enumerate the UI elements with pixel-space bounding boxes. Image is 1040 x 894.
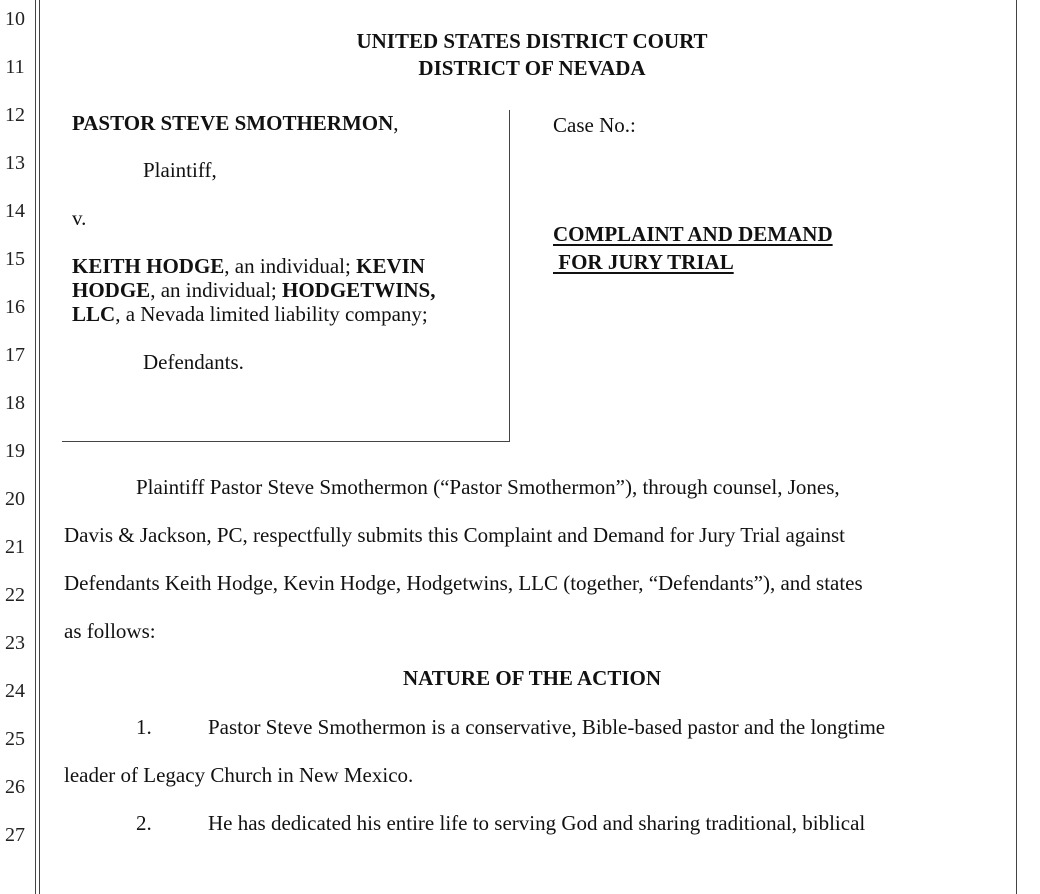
defendants-line-2 (72, 278, 435, 302)
court-name: UNITED STATES DISTRICT COURT (356, 29, 708, 53)
paragraph-1-line-1: Pastor Steve Smothermon is a conservative, Bible-based pastor and the longtime (208, 715, 886, 739)
paragraph-number: 1. (136, 715, 152, 739)
case-number-label: Case No.: (553, 113, 636, 137)
intro-line-2: Davis & Jackson, PC, respectfully submits this Complaint and Demand for Jury Trial against (64, 523, 846, 547)
plaintiff-name-text: PASTOR STEVE SMOTHERMON (72, 111, 394, 135)
line-number: 21 (5, 536, 25, 558)
defendant-1-desc: , an individual; (224, 254, 357, 278)
line-number: 27 (5, 824, 25, 846)
versus: v. (72, 206, 87, 230)
line-number: 15 (5, 248, 25, 270)
line-number: 14 (5, 200, 25, 222)
document-title-line-2: FOR JURY TRIAL (553, 250, 734, 274)
defendant-3-name-part2: LLC (72, 302, 116, 326)
line-number: 19 (5, 440, 25, 462)
defendants-line-3 (72, 302, 428, 326)
line-number: 13 (5, 152, 25, 174)
line-number: 25 (5, 728, 25, 750)
line-number: 24 (5, 680, 25, 702)
intro-line-3: Defendants Keith Hodge, Kevin Hodge, Hodgetwins, LLC (together, “Defendants”), and states (64, 571, 863, 595)
line-number: 18 (5, 392, 25, 414)
paragraph-1-line-2: leader of Legacy Church in New Mexico. (64, 763, 414, 787)
caption-horizontal-rule (62, 441, 510, 442)
court-district: DISTRICT OF NEVADA (418, 56, 646, 80)
defendants-role: Defendants. (143, 350, 244, 374)
line-number: 17 (5, 344, 25, 366)
line-number: 22 (5, 584, 25, 606)
paragraph-number: 2. (136, 811, 152, 835)
defendant-2-name-part2: HODGE (72, 278, 151, 302)
intro-line-4: as follows: (64, 619, 156, 643)
right-margin-line (1016, 0, 1017, 894)
line-number: 10 (5, 8, 25, 30)
defendant-2-name-part1: KEVIN (356, 254, 425, 278)
line-number: 11 (5, 56, 25, 78)
line-number: 16 (5, 296, 25, 318)
document-title-line-1: COMPLAINT AND DEMAND (553, 222, 833, 246)
line-number: 26 (5, 776, 25, 798)
defendants-line-1 (72, 254, 425, 278)
defendant-1-name: KEITH HODGE (72, 254, 225, 278)
paragraph-2-line-1: He has dedicated his entire life to serving God and sharing traditional, biblical (208, 811, 866, 835)
plaintiff-role: Plaintiff, (143, 158, 217, 182)
left-margin-line-outer (35, 0, 36, 894)
defendant-2-desc: , an individual; (150, 278, 283, 302)
intro-line-1: Plaintiff Pastor Steve Smothermon (“Pastor Smothermon”), through counsel, Jones, (136, 475, 840, 499)
defendant-3-name: HODGETWINS, (282, 278, 436, 302)
plaintiff-name-comma: , (393, 111, 399, 135)
line-number: 20 (5, 488, 25, 510)
plaintiff-name (72, 111, 399, 135)
defendant-3-desc: , a Nevada limited liability company; (115, 302, 428, 326)
section-heading: NATURE OF THE ACTION (402, 666, 662, 690)
caption-vertical-rule (509, 110, 510, 442)
line-number: 12 (5, 104, 25, 126)
left-margin-line-inner (39, 0, 40, 894)
line-number: 23 (5, 632, 25, 654)
